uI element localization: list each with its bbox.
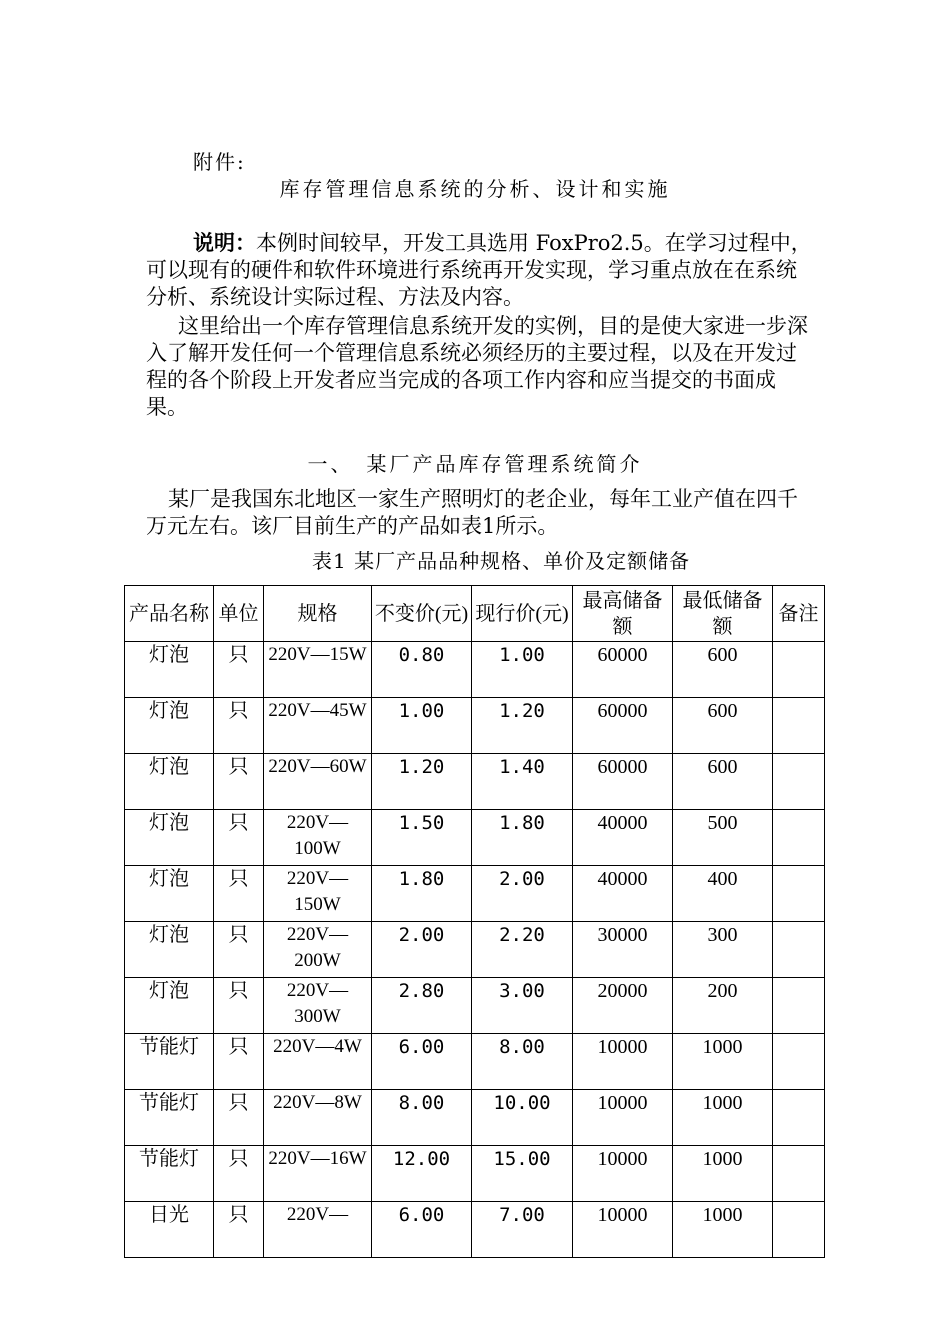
- attachment-label: 附件:: [193, 150, 246, 174]
- cell-spec: 220V—: [264, 1202, 372, 1258]
- cell-unit: 只: [214, 810, 264, 866]
- cell-current-price: 3.00: [472, 978, 573, 1034]
- cell-fixed-price: 2.80: [372, 978, 472, 1034]
- cell-spec: 220V—4W: [264, 1034, 372, 1090]
- cell-unit: 只: [214, 642, 264, 698]
- document-title: 库存管理信息系统的分析、设计和实施: [279, 177, 671, 201]
- cell-fixed-price: 8.00: [372, 1090, 472, 1146]
- cell-unit: 只: [214, 754, 264, 810]
- cell-max-reserve: 10000: [573, 1034, 673, 1090]
- cell-remark: [773, 1090, 825, 1146]
- table-row: [125, 1090, 825, 1146]
- cell-product-name: 灯泡: [125, 642, 214, 698]
- section-paragraph: 某厂是我国东北地区一家生产照明灯的老企业，每年工业产值在四千万元左右。该厂目前生产的产品如表1所示。: [146, 487, 798, 538]
- cell-min-reserve: 1000: [673, 1034, 773, 1090]
- intro-paragraph: 这里给出一个库存管理信息系统开发的实例，目的是使大家进一步深入了解开发任何一个管理信息系统必须经历的主要过程，以及在开发过程的各个阶段上开发者应当完成的各项工作内容和应当提交的书面成果。: [146, 314, 808, 419]
- cell-current-price: 2.20: [472, 922, 573, 978]
- cell-remark: [773, 1034, 825, 1090]
- note-paragraph: [146, 229, 814, 311]
- cell-min-reserve: 300: [673, 922, 773, 978]
- header-product-name: 产品名称: [125, 586, 214, 642]
- cell-fixed-price: 1.80: [372, 866, 472, 922]
- header-min-reserve: 最低储备额: [673, 586, 773, 642]
- cell-unit: 只: [214, 922, 264, 978]
- cell-remark: [773, 1202, 825, 1258]
- cell-spec: 220V—200W: [264, 922, 372, 978]
- cell-fixed-price: 1.20: [372, 754, 472, 810]
- cell-remark: [773, 866, 825, 922]
- table-row: [125, 810, 825, 866]
- cell-current-price: 1.20: [472, 698, 573, 754]
- cell-min-reserve: 1000: [673, 1090, 773, 1146]
- cell-max-reserve: 40000: [573, 810, 673, 866]
- cell-current-price: 8.00: [472, 1034, 573, 1090]
- table-row: [125, 1146, 825, 1202]
- header-fixed-price: 不变价(元): [372, 586, 472, 642]
- cell-max-reserve: 10000: [573, 1090, 673, 1146]
- cell-max-reserve: 60000: [573, 698, 673, 754]
- cell-current-price: 7.00: [472, 1202, 573, 1258]
- cell-product-name: 灯泡: [125, 866, 214, 922]
- cell-fixed-price: 2.00: [372, 922, 472, 978]
- cell-unit: 只: [214, 1090, 264, 1146]
- table-row: [125, 698, 825, 754]
- cell-unit: 只: [214, 866, 264, 922]
- cell-max-reserve: 10000: [573, 1146, 673, 1202]
- cell-unit: 只: [214, 1146, 264, 1202]
- cell-min-reserve: 400: [673, 866, 773, 922]
- cell-min-reserve: 600: [673, 642, 773, 698]
- table-row: [125, 922, 825, 978]
- cell-product-name: 灯泡: [125, 698, 214, 754]
- cell-current-price: 1.40: [472, 754, 573, 810]
- cell-max-reserve: 60000: [573, 642, 673, 698]
- cell-max-reserve: 40000: [573, 866, 673, 922]
- cell-unit: 只: [214, 1034, 264, 1090]
- cell-current-price: 15.00: [472, 1146, 573, 1202]
- cell-current-price: 1.00: [472, 642, 573, 698]
- cell-max-reserve: 20000: [573, 978, 673, 1034]
- section-heading: 一、 某厂产品库存管理系统简介: [307, 452, 643, 476]
- table-caption: 表1 某厂产品品种规格、单价及定额储备: [312, 549, 691, 573]
- cell-max-reserve: 60000: [573, 754, 673, 810]
- cell-product-name: 日光: [125, 1202, 214, 1258]
- cell-min-reserve: 1000: [673, 1202, 773, 1258]
- table-row: [125, 754, 825, 810]
- cell-min-reserve: 500: [673, 810, 773, 866]
- cell-current-price: 10.00: [472, 1090, 573, 1146]
- cell-fixed-price: 6.00: [372, 1202, 472, 1258]
- table-header-row: [125, 586, 825, 642]
- cell-fixed-price: 6.00: [372, 1034, 472, 1090]
- cell-min-reserve: 1000: [673, 1146, 773, 1202]
- cell-current-price: 2.00: [472, 866, 573, 922]
- cell-remark: [773, 810, 825, 866]
- cell-product-name: 节能灯: [125, 1034, 214, 1090]
- cell-max-reserve: 10000: [573, 1202, 673, 1258]
- cell-unit: 只: [214, 698, 264, 754]
- table-row: [125, 978, 825, 1034]
- cell-remark: [773, 978, 825, 1034]
- cell-fixed-price: 12.00: [372, 1146, 472, 1202]
- header-remark: 备注: [773, 586, 825, 642]
- cell-remark: [773, 922, 825, 978]
- cell-spec: 220V—16W: [264, 1146, 372, 1202]
- cell-remark: [773, 754, 825, 810]
- cell-spec: 220V—15W: [264, 642, 372, 698]
- cell-product-name: 灯泡: [125, 922, 214, 978]
- cell-remark: [773, 1146, 825, 1202]
- cell-product-name: 灯泡: [125, 978, 214, 1034]
- header-current-price: 现行价(元): [472, 586, 573, 642]
- cell-unit: 只: [214, 978, 264, 1034]
- cell-fixed-price: 1.00: [372, 698, 472, 754]
- table-row: [125, 642, 825, 698]
- header-max-reserve: 最高储备额: [573, 586, 673, 642]
- cell-product-name: 灯泡: [125, 754, 214, 810]
- cell-spec: 220V—60W: [264, 754, 372, 810]
- header-spec: 规格: [264, 586, 372, 642]
- cell-spec: 220V—300W: [264, 978, 372, 1034]
- note-text: 本例时间较早，开发工具选用 FoxPro2.5。在学习过程中，可以现有的硬件和软件环境进行系统再开发实现，学习重点放在在系统分析、系统设计实际过程、方法及内容。: [146, 231, 812, 309]
- cell-min-reserve: 200: [673, 978, 773, 1034]
- cell-current-price: 1.80: [472, 810, 573, 866]
- cell-fixed-price: 1.50: [372, 810, 472, 866]
- cell-min-reserve: 600: [673, 698, 773, 754]
- cell-remark: [773, 642, 825, 698]
- cell-max-reserve: 30000: [573, 922, 673, 978]
- cell-product-name: 节能灯: [125, 1146, 214, 1202]
- cell-min-reserve: 600: [673, 754, 773, 810]
- cell-spec: 220V—45W: [264, 698, 372, 754]
- table-row: [125, 1034, 825, 1090]
- cell-product-name: 节能灯: [125, 1090, 214, 1146]
- cell-unit: 只: [214, 1202, 264, 1258]
- cell-product-name: 灯泡: [125, 810, 214, 866]
- cell-spec: 220V—100W: [264, 810, 372, 866]
- product-table: [124, 585, 825, 1258]
- note-label: 说明：: [193, 230, 256, 255]
- cell-spec: 220V—150W: [264, 866, 372, 922]
- header-unit: 单位: [214, 586, 264, 642]
- table-row: [125, 866, 825, 922]
- cell-fixed-price: 0.80: [372, 642, 472, 698]
- cell-remark: [773, 698, 825, 754]
- cell-spec: 220V—8W: [264, 1090, 372, 1146]
- table-row: [125, 1202, 825, 1258]
